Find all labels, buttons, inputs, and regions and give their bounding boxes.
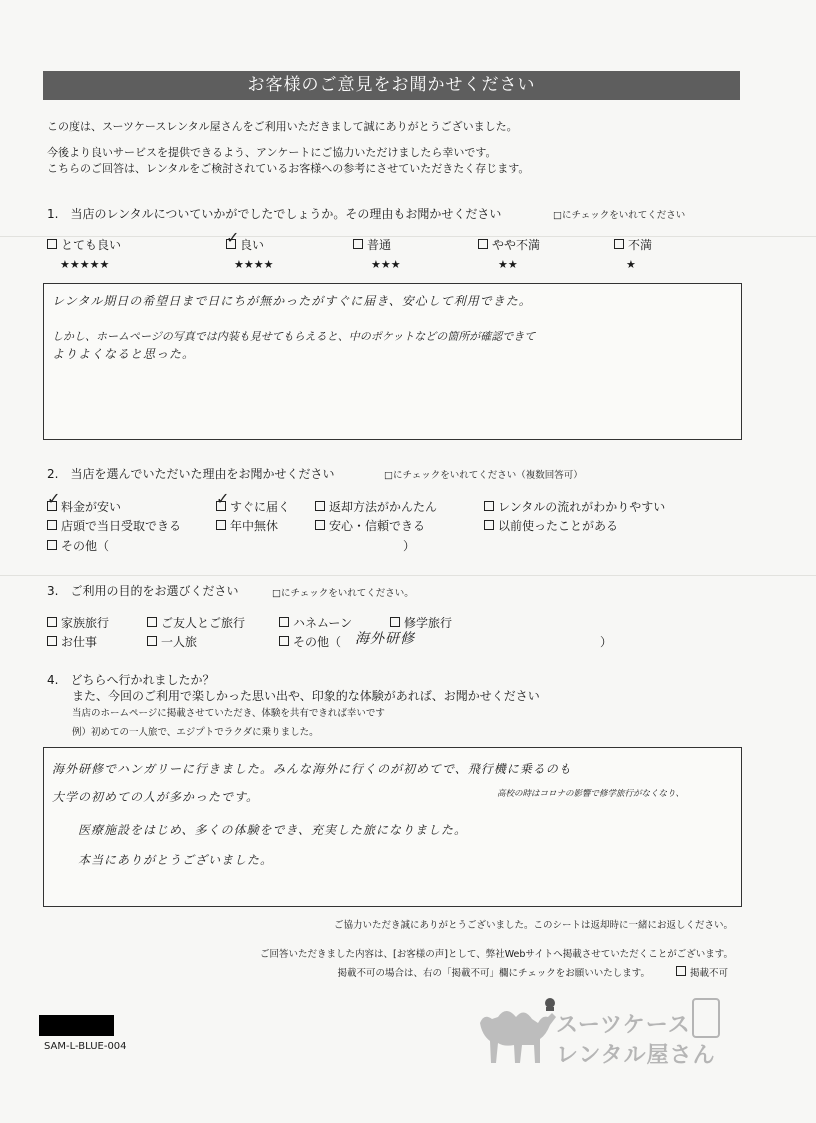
q3-option-family-trip[interactable] — [47, 614, 109, 631]
q3-option-honeymoon[interactable] — [279, 614, 352, 631]
checkbox[interactable] — [279, 617, 289, 627]
option-label: すぐに届く — [230, 500, 291, 514]
q4-answer-inserted-note: 高校の時はコロナの影響で修学旅行がなくなり、 — [497, 789, 685, 799]
footer-optout: 掲載不可の場合は、右の「掲載不可」欄にチェックをお願いいたします。 — [337, 968, 650, 979]
option-label: やや不満 — [492, 238, 541, 252]
optout-checkbox[interactable] — [676, 965, 728, 979]
checkbox[interactable] — [353, 239, 363, 249]
checkbox[interactable] — [315, 520, 325, 530]
form-code: SAM-L-BLUE-004 — [44, 1041, 127, 1052]
q3-option-solo-trip[interactable] — [147, 633, 197, 650]
q1-stars-1: ★ — [626, 258, 636, 271]
intro-line-2: 今後より良いサービスを提供できるよう、アンケートにご協力いただけましたら幸いです。 — [47, 146, 497, 159]
q1-answer-box[interactable] — [43, 283, 742, 440]
option-label: レンタルの流れがわかりやすい — [498, 500, 666, 514]
q4-example: 例）初めての一人旅で、エジプトでラクダに乗りました。 — [72, 727, 319, 738]
paper-fold — [0, 236, 816, 237]
check-mark-icon: ✓ — [226, 228, 240, 247]
option-label: 年中無休 — [230, 519, 279, 533]
q1-question: 1. 当店のレンタルについていかがでしたでしょうか。その理由もお聞かせください — [47, 207, 502, 221]
checkbox[interactable] — [478, 239, 488, 249]
option-label: お仕事 — [61, 635, 98, 649]
checkbox[interactable] — [484, 501, 494, 511]
check-mark-icon: ✓ — [216, 489, 230, 508]
q3-other-close: ） — [600, 635, 613, 649]
q1-instruction: □にチェックをいれてください — [553, 210, 686, 221]
q2-option-used-before[interactable] — [484, 517, 618, 534]
q4-answer-line-4: 本当にありがとうございました。 — [78, 853, 274, 867]
option-label: その他（ — [61, 539, 110, 553]
checkbox[interactable] — [47, 617, 57, 627]
q3-other-value: 海外研修 — [355, 631, 415, 647]
q3-option-other[interactable] — [279, 633, 341, 650]
checkbox[interactable] — [279, 636, 289, 646]
q4-subquestion: また、今回のご利用で楽しかった思い出や、印象的な体験があれば、お聞かせください — [72, 689, 540, 703]
intro-line-1: この度は、スーツケースレンタル屋さんをご利用いただきまして誠にありがとうございました。 — [47, 120, 518, 133]
logo-text-line-2: レンタル屋さん — [556, 1043, 716, 1068]
option-label: 料金が安い — [61, 500, 122, 514]
option-label: 返却方法がかんたん — [329, 500, 438, 514]
q4-note: 当店のホームページに掲載させていただき、体験を共有できれば幸いです — [72, 708, 385, 719]
q2-option-easy-return[interactable] — [315, 498, 437, 515]
option-label: ハネムーン — [293, 616, 353, 630]
checkbox[interactable] — [47, 636, 57, 646]
q3-instruction: □にチェックをいれてください。 — [272, 588, 414, 599]
logo-text-line-1: スーツケース — [556, 1013, 691, 1038]
option-label: 普通 — [367, 238, 392, 252]
option-label: 不満 — [628, 238, 653, 252]
checkbox[interactable] — [147, 617, 157, 627]
option-label: 一人旅 — [161, 635, 198, 649]
q2-option-clear-flow[interactable] — [484, 498, 665, 515]
checkbox[interactable] — [614, 239, 624, 249]
q1-answer-line-1: レンタル期日の希望日まで日にちが無かったがすぐに届き、安心して利用できた。 — [52, 294, 532, 308]
optout-label: 掲載不可 — [690, 968, 729, 979]
option-label: 以前使ったことがある — [498, 519, 619, 533]
q3-option-friends-trip[interactable] — [147, 614, 245, 631]
checkbox[interactable] — [47, 239, 57, 249]
option-label: 家族旅行 — [61, 616, 110, 630]
q4-answer-line-1: 海外研修でハンガリーに行きました。みんな海外に行くのが初めてで、飛行機に乗るのも — [52, 762, 572, 776]
q1-answer-line-2: しかし、ホームページの写真では内装も見せてもらえると、中のポケットなどの箇所が確認できて — [52, 330, 536, 343]
q3-option-work[interactable] — [47, 633, 97, 650]
q1-option-dissatisfied[interactable] — [614, 236, 652, 253]
q1-answer-line-3: よりよくなると思った。 — [52, 347, 196, 361]
q1-stars-2: ★★ — [498, 258, 518, 271]
option-label: とても良い — [61, 238, 122, 252]
check-mark-icon: ✓ — [47, 489, 61, 508]
paper-fold — [0, 575, 816, 576]
checkbox[interactable] — [47, 520, 57, 530]
footer-notice: ご回答いただきました内容は、[お客様の声]として、弊社Webサイトへ掲載させていただくことがございます。 — [259, 949, 733, 960]
q4-answer-line-3: 医療施設をはじめ、多くの体験をでき、充実した旅になりました。 — [78, 823, 468, 837]
q1-stars-3: ★★★ — [371, 258, 401, 271]
redacted-area — [39, 1015, 114, 1036]
q1-option-normal[interactable] — [353, 236, 391, 253]
checkbox[interactable] — [315, 501, 325, 511]
q2-instruction: □にチェックをいれてください（複数回答可） — [384, 470, 583, 481]
footer-thanks: ご協力いただき誠にありがとうございました。このシートは返却時に一緒にお返しください。 — [333, 920, 733, 931]
checkbox[interactable] — [147, 636, 157, 646]
q2-option-other[interactable] — [47, 537, 109, 554]
q2-question: 2. 当店を選んでいただいた理由をお聞かせください — [47, 467, 335, 481]
q1-stars-4: ★★★★ — [234, 258, 274, 271]
q2-option-trustworthy[interactable] — [315, 517, 425, 534]
option-label: 良い — [240, 238, 265, 252]
intro-line-3: こちらのご回答は、レンタルをご検討されているお客様への参考にさせていただきたく存じます。 — [47, 162, 530, 175]
suitcase-icon — [692, 998, 720, 1038]
q1-option-somewhat-dissatisfied[interactable] — [478, 236, 540, 253]
option-label: 安心・信頼できる — [329, 519, 426, 533]
q4-answer-line-2: 大学の初めての人が多かったです。 — [52, 790, 260, 804]
option-label: 修学旅行 — [404, 616, 453, 630]
option-label: その他（ — [293, 635, 342, 649]
q1-stars-5: ★★★★★ — [60, 258, 110, 271]
checkbox[interactable] — [390, 617, 400, 627]
checkbox[interactable] — [676, 966, 686, 976]
q1-option-very-good[interactable] — [47, 236, 121, 253]
page-title: お客様のご意見をお聞かせください — [43, 71, 740, 100]
q2-option-store-pickup[interactable] — [47, 517, 181, 534]
q2-other-close: ） — [403, 539, 416, 553]
camel-logo-icon — [470, 995, 560, 1070]
option-label: ご友人とご旅行 — [161, 616, 246, 630]
q2-option-open-all-year[interactable] — [216, 517, 278, 534]
option-label: 店頭で当日受取できる — [61, 519, 182, 533]
q4-question: 4. どちらへ行かれましたか？ — [47, 673, 215, 687]
q3-question: 3. ご利用の目的をお選びください — [47, 584, 239, 598]
checkbox[interactable] — [47, 540, 57, 550]
checkbox[interactable] — [216, 520, 226, 530]
q4-answer-box[interactable] — [43, 747, 742, 907]
checkbox[interactable] — [484, 520, 494, 530]
